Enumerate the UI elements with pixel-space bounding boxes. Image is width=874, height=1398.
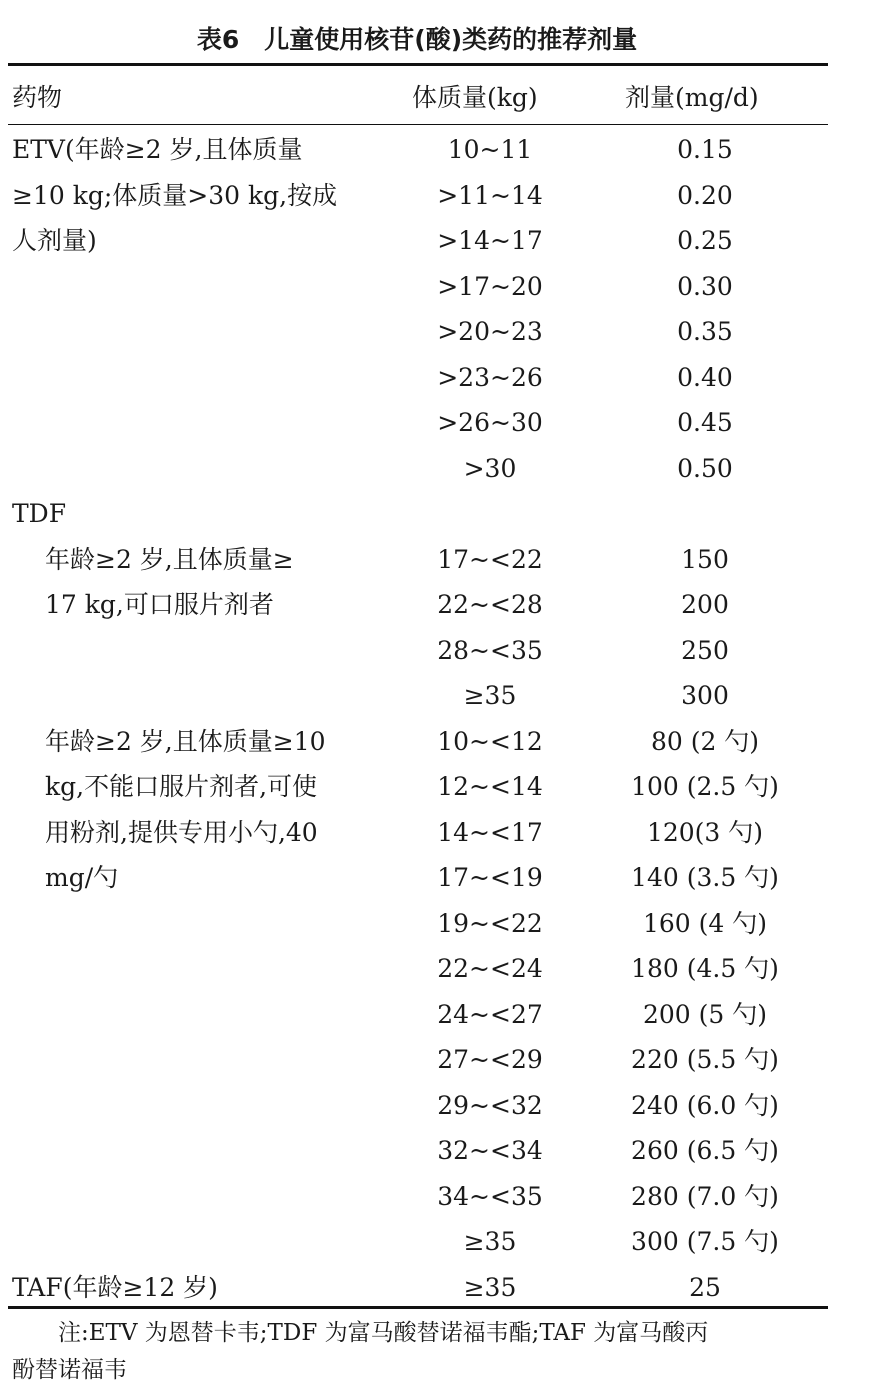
dose-cell: 200 (5 勺)	[642, 999, 768, 1029]
drug-label-line: 用粉剂,提供专用小勺,40	[45, 817, 318, 847]
drug-label-line: 人剂量)	[12, 226, 97, 255]
dose-cell: 0.20	[677, 180, 733, 210]
header-weight: 体质量(kg)	[412, 83, 538, 112]
weight-cell: 29~<32	[437, 1090, 543, 1120]
weight-cell: >17~20	[437, 271, 543, 301]
dose-cell: 0.40	[677, 362, 733, 392]
dose-cell: 300	[681, 681, 729, 710]
weight-cell: 34~<35	[437, 1181, 543, 1211]
drug-label-line: 17 kg,可口服片剂者	[45, 590, 274, 619]
drug-label-line: 年龄≥2 岁,且体质量≥10	[45, 726, 326, 756]
header-rule	[8, 124, 828, 125]
top-rule	[8, 63, 828, 66]
weight-cell: 17~<22	[437, 544, 543, 574]
weight-cell: >11~14	[437, 180, 543, 210]
drug-label-line: ≥10 kg;体质量>30 kg,按成	[12, 180, 338, 210]
dose-cell: 280 (7.0 勺)	[631, 1181, 779, 1211]
header-drug: 药物	[12, 83, 63, 112]
drug-label-line: 年龄≥2 岁,且体质量≥	[45, 544, 294, 574]
dose-cell: 0.25	[677, 226, 733, 255]
dose-cell: 120(3 勺)	[646, 817, 764, 847]
weight-cell: 22~<24	[437, 954, 543, 983]
drug-label-line: kg,不能口服片剂者,可使	[45, 772, 318, 801]
dose-cell: 0.45	[677, 408, 733, 437]
dose-cell: 100 (2.5 勺)	[631, 772, 779, 801]
weight-cell: ≥35	[463, 681, 517, 710]
weight-cell: >26~30	[437, 408, 543, 437]
dose-cell: 150	[681, 544, 729, 574]
weight-cell: 19~<22	[437, 908, 543, 938]
dose-cell: 300 (7.5 勺)	[631, 1227, 779, 1256]
note-line: 注:ETV 为恩替卡韦;TDF 为富马酸替诺福韦酯;TAF 为富马酸丙	[12, 1320, 709, 1346]
weight-cell: 10~<12	[437, 726, 543, 756]
weight-cell: ≥35	[463, 1227, 517, 1256]
dose-cell: 80 (2 勺)	[650, 726, 760, 756]
weight-cell: 28~<35	[437, 635, 543, 665]
dose-cell: 0.30	[677, 271, 733, 301]
weight-cell: >30	[463, 453, 517, 483]
weight-cell: 17~<19	[437, 863, 543, 892]
weight-cell: 24~<27	[437, 999, 543, 1029]
weight-cell: 14~<17	[437, 817, 543, 847]
note-line: 酚替诺福韦	[12, 1357, 127, 1383]
dose-cell: 25	[689, 1272, 721, 1302]
dose-cell: 250	[681, 635, 729, 665]
dose-cell: 0.35	[677, 317, 733, 346]
weight-cell: 12~<14	[437, 772, 543, 801]
weight-cell: >14~17	[437, 226, 543, 255]
weight-cell: >20~23	[437, 317, 543, 346]
drug-label-line: TDF	[12, 499, 67, 528]
dose-cell: 140 (3.5 勺)	[631, 863, 779, 892]
weight-cell: 32~<34	[437, 1136, 543, 1165]
weight-cell: 10~11	[447, 135, 533, 164]
weight-cell: 22~<28	[437, 590, 543, 619]
dose-cell: 200	[681, 590, 729, 619]
drug-label-line: mg/勺	[45, 863, 119, 892]
dose-cell: 0.15	[677, 135, 733, 164]
dose-cell: 260 (6.5 勺)	[631, 1136, 779, 1165]
bottom-rule	[8, 1306, 828, 1309]
weight-cell: 27~<29	[437, 1045, 543, 1074]
weight-cell: >23~26	[437, 362, 543, 392]
dose-cell: 0.50	[677, 453, 733, 483]
weight-cell: ≥35	[463, 1272, 517, 1302]
drug-label-line: ETV(年龄≥2 岁,且体质量	[12, 135, 303, 164]
dose-cell: 220 (5.5 勺)	[631, 1045, 779, 1074]
table-title: 表6 儿童使用核苷(酸)类药的推荐剂量	[196, 25, 638, 54]
drug-label-line: TAF(年龄≥12 岁)	[12, 1272, 218, 1302]
header-dose: 剂量(mg/d)	[625, 83, 759, 112]
dose-cell: 180 (4.5 勺)	[631, 954, 779, 983]
dose-cell: 240 (6.0 勺)	[631, 1090, 779, 1120]
dose-cell: 160 (4 勺)	[642, 908, 768, 938]
